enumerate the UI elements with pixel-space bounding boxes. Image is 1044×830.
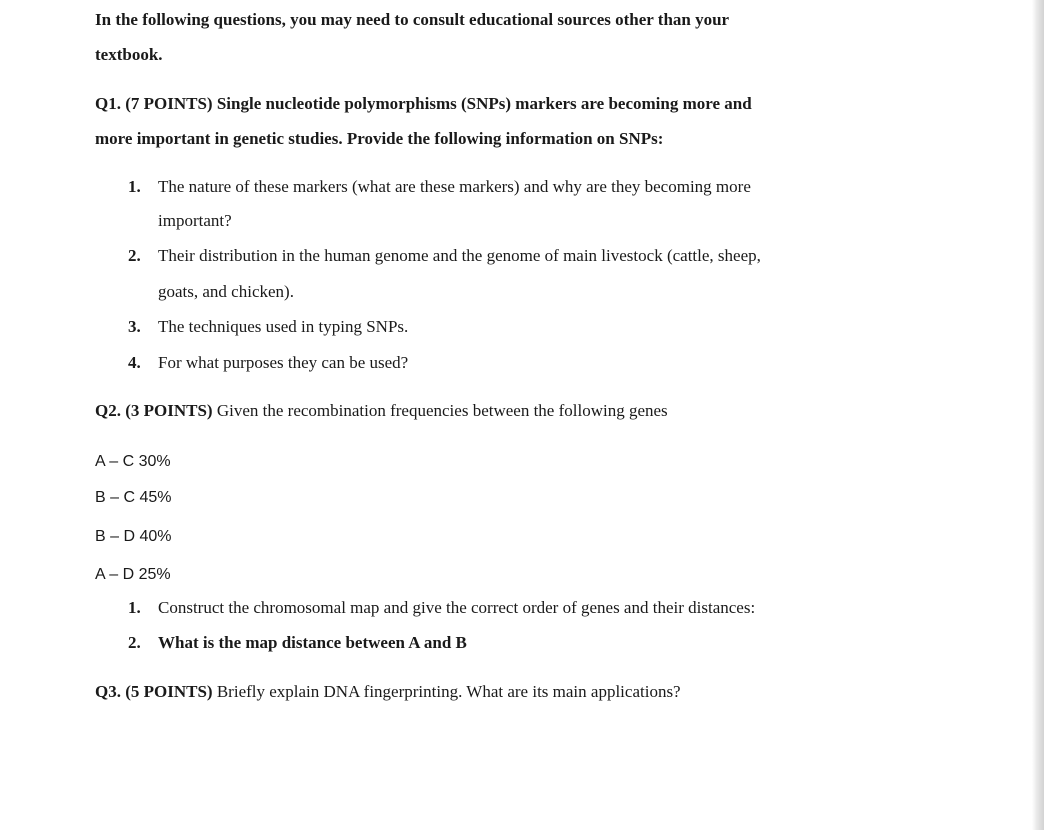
gene-pair-a-d: A – D 25%: [95, 566, 171, 583]
q1-item-1-line-2: important?: [158, 211, 232, 230]
gene-pair-a-c: A – C 30%: [95, 453, 171, 470]
q3-heading-text: Briefly explain DNA fingerprinting. What are its main applications?: [212, 682, 681, 701]
q1-item-1-line-1: The nature of these markers (what are these markers) and why are they becoming more: [158, 177, 751, 196]
q3-heading: [95, 682, 681, 702]
q1-item-4-text: For what purposes they can be used?: [158, 353, 409, 372]
q1-item-3-number: 3.: [128, 317, 141, 336]
q1-item-2-line-2: goats, and chicken).: [158, 282, 294, 301]
intro-line-2: textbook.: [95, 45, 163, 64]
q1-item-3-text: The techniques used in typing SNPs.: [158, 317, 409, 336]
page-edge-shadow: [1032, 0, 1044, 830]
q2-heading-text: Given the recombination frequencies between the following genes: [212, 401, 668, 420]
intro-line-1: In the following questions, you may need to consult educational sources other than your: [95, 10, 730, 29]
q1-item-2-number: 2.: [128, 246, 141, 265]
q2-heading: [95, 401, 668, 421]
q3-heading-label: Q3. (5 POINTS): [95, 682, 213, 701]
gene-pair-b-c: B – C 45%: [95, 489, 172, 506]
q2-item-1-number: 1.: [128, 598, 141, 617]
q2-item-2-text: What is the map distance between A and B: [158, 633, 467, 652]
q1-item-2-line-1: Their distribution in the human genome and the genome of main livestock (cattle, sheep,: [158, 246, 761, 265]
gene-pair-b-d: B – D 40%: [95, 528, 172, 545]
q1-heading-cont: more important in genetic studies. Provide the following information on SNPs:: [95, 129, 664, 148]
q1-item-4-number: 4.: [128, 353, 141, 372]
q2-item-1-text: Construct the chromosomal map and give the correct order of genes and their distances:: [158, 598, 756, 617]
q1-item-1-number: 1.: [128, 177, 141, 196]
q2-heading-label: Q2. (3 POINTS): [95, 401, 213, 420]
q2-item-2-number: 2.: [128, 633, 141, 652]
q1-heading: Q1. (7 POINTS) Single nucleotide polymorphisms (SNPs) markers are becoming more and: [95, 94, 752, 113]
